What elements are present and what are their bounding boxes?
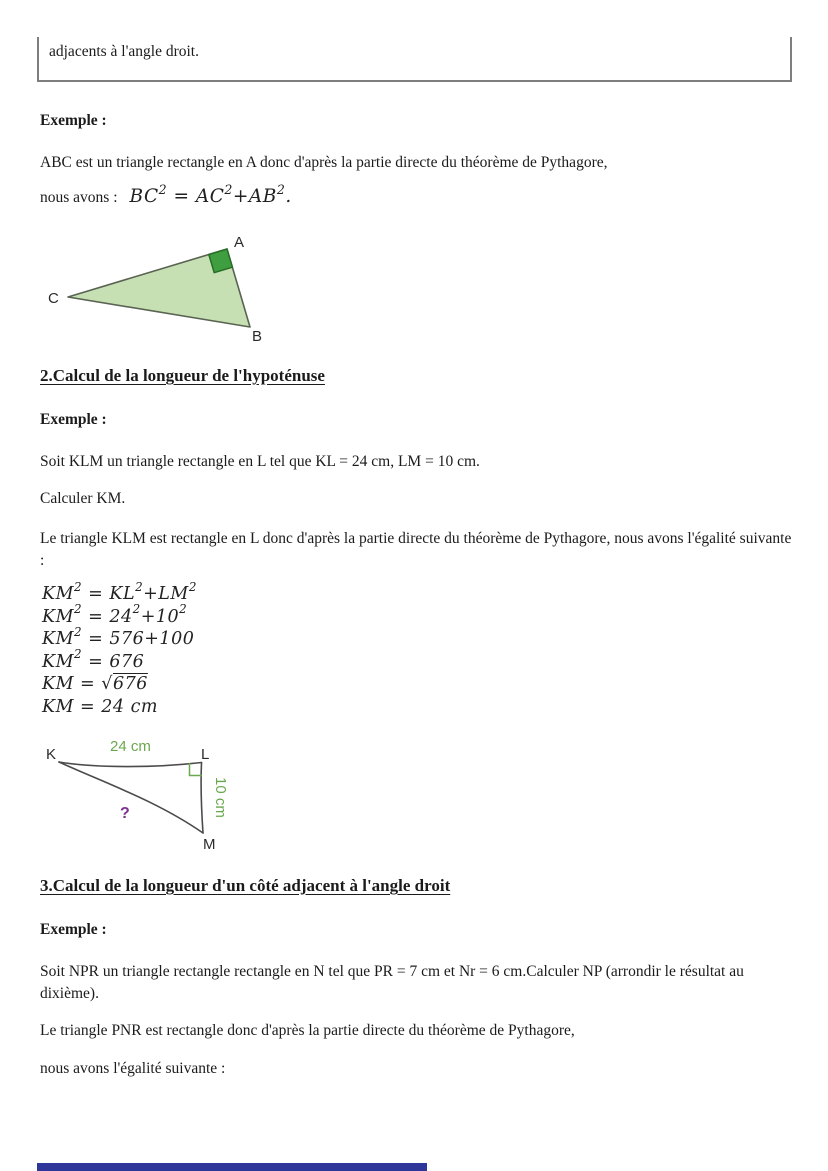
triangle-abc-diagram <box>35 226 275 351</box>
next-section-banner-fragment <box>37 1163 427 1171</box>
abc-equation-prefix: nous avons : <box>40 189 118 206</box>
equation-line: KM = √676 <box>42 674 148 694</box>
definition-box-text: adjacents à l'angle droit. <box>49 43 199 60</box>
klm-side-lm <box>201 763 203 834</box>
measure-label-lm: 10 cm <box>212 777 229 818</box>
section-heading-2: 2.Calcul de la longueur de l'hypoténuse <box>40 366 325 385</box>
vertex-label-l: L <box>201 746 210 763</box>
unknown-length-mark: ? <box>120 805 130 822</box>
klm-side-kl <box>59 762 202 767</box>
abc-equation-row <box>40 181 292 207</box>
example-label-1: Exemple : <box>40 112 107 129</box>
klm-task-paragraph: Calculer KM. <box>40 490 126 507</box>
abc-intro-paragraph: ABC est un triangle rectangle en A donc d'après la partie directe du théorème de Pythagore, <box>40 154 608 171</box>
right-angle-marker-l <box>190 763 203 776</box>
equation-line: KM = 24 cm <box>42 696 159 717</box>
vertex-label-b: B <box>252 328 263 345</box>
klm-reasoning-paragraph <box>40 528 791 572</box>
example-label-3: Exemple : <box>40 921 107 938</box>
section-heading-3: 3.Calcul de la longueur d'un côté adjacent à l'angle droit <box>40 876 451 895</box>
definition-box <box>37 37 792 82</box>
example-label-2: Exemple : <box>40 411 107 428</box>
klm-reasoning-line1: Le triangle KLM est rectangle en L donc d'après la partie directe du théorème de Pythagore, nous avons l'égalité suivante <box>40 530 792 547</box>
npr-given-paragraph: Soit NPR un triangle rectangle rectangle en N tel que PR = 7 cm et Nr = 6 cm.Calculer NP (arrondir le résultat au dixième). <box>40 963 744 1002</box>
klm-reasoning-line2: : <box>40 552 45 569</box>
equation-line: $KM^2 = 24^2+10^2$ <box>42 602 188 627</box>
triangle-klm-diagram <box>35 733 265 863</box>
measure-label-kl: 24 cm <box>110 738 151 755</box>
equation-line: $KM^2 = 676$ <box>42 647 145 672</box>
equation-line: $KM^2 = KL^2+LM^2$ <box>42 579 197 604</box>
equation-line: $KM^2 = 576+100$ <box>42 624 195 649</box>
klm-given-paragraph: Soit KLM un triangle rectangle en L tel que KL = 24 cm, LM = 10 cm. <box>40 453 480 470</box>
klm-side-km-hypotenuse <box>59 762 203 833</box>
vertex-label-a: A <box>234 234 245 251</box>
banner-bar <box>37 1163 427 1171</box>
abc-equation: $BC^2 = AC^2+AB^2$. <box>129 181 292 207</box>
npr-outro-paragraph: nous avons l'égalité suivante : <box>40 1060 226 1077</box>
vertex-label-m: M <box>203 836 216 853</box>
vertex-label-c: C <box>48 290 59 307</box>
vertex-label-k: K <box>46 746 57 763</box>
klm-equation-stack <box>42 579 197 719</box>
npr-reasoning-paragraph: Le triangle PNR est rectangle donc d'après la partie directe du théorème de Pythagore, <box>40 1022 575 1039</box>
